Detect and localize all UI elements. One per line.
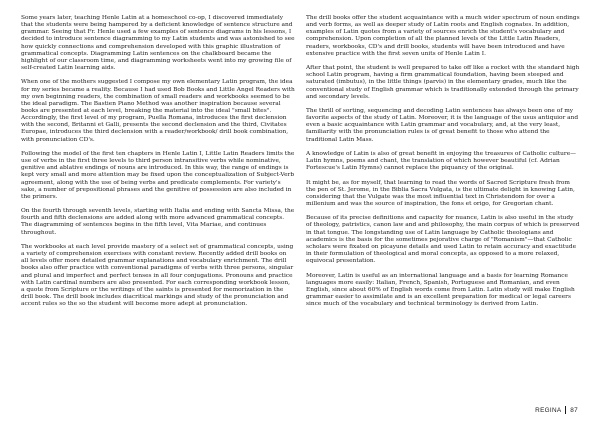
publication-name: REGINA [535, 406, 562, 414]
page-number: 87 [570, 406, 578, 414]
paragraph: The workbooks at each level provide mastery of a select set of grammatical concepts, using a variety of comprehension exercises with constant review. Recently added drill books on all levels offer more detailed grammar explanations and vocabulary enrichment. The drill books also offer practice with conventional paradigms of verbs with three persons, singular and plural and imperfect and perfect tenses in all four conjugations. Pronouns and practice with Latin cardinal numbers are also presented. For each corresponding workbook lesson, a quote from Scripture or the writings of the saints is presented for memorization in the drill book. The drill book includes diacritical markings and study of the pronunciation and accent rules so the so the student will become more adept at pronunciation. [21, 243, 294, 308]
paragraph: Following the model of the first ten chapters in Henle Latin I, Little Latin Readers limits the use of verbs in the first three levels to third person intransitive verbs while nominative, genitive and ablative endings of nouns are introduced. In this way, the range of endings is kept very small and more attention may be fixed upon the conceptualization of Subject-Verb agreement, along with the use of being verbs and predicate complements. For variety's sake, a number of prepositional phrases and the genitive of possession are also included in the primers. [21, 150, 295, 200]
paragraph: Some years later, teaching Henle Latin at a homeschool co-op, I discovered immediately that the students were being hampered by a deficient knowledge of sentence structure and grammar. Seeing that Fr. Henle used a few examples of sentence diagrams in his lessons, I decided to introduce sentence diagramming to my Latin students and was astonished to see how quickly connections and comprehension developed with this graphic illustration of grammatical concepts. Diagramming Latin sentences on the chalkboard became the highlight of our classroom time, and diagramming worksheets went into my growing file of self-created Latin learning aids. [21, 15, 295, 72]
paragraph: On the fourth through seventh levels, starting with Italia and ending with Sancta Missa, the fourth and fifth declensions are added along with more advanced grammatical concepts. The diagramming of sentences begins in the fifth level, Vita Mariae, and continues throughout. [21, 208, 295, 236]
paragraph: Because of its precise definitions and capacity for nuance, Latin is also useful in the study of theology, patristics, canon law and and philosophy, the main corpus of which is preserved in that tongue. The longstanding use of Latin language by Catholic theologians and academics is the basis for the sometimes pejorative charge of "Romanism"—that Catholic scholars were fixated on picayune details and used Latin to retain accuracy and exactitude in their formulation of theological and moral concepts, as opposed to a more relaxed, equivocal presentation. [306, 215, 580, 265]
paragraph: Moreover, Latin is useful as an international language and a basis for learning Romance languages more easily: Italian, French, Spanish, Portuguese and Romanian, and even English, since about 60% of English words come from Latin. Latin study will make English grammar easier to assimilate and is an excellent preparation for medical or legal careers since much of the vocabulary and technical terminology is derived from Latin. [306, 272, 575, 308]
paragraph: It might be, as for myself, that learning to read the words of Sacred Scripture fresh from the pen of St. Jerome, in the Biblia Sacra Vulgata, is the ultimate delight in knowing Latin, considering that the Vulgate was the most influential text in Christendom for over a millenium and was the source of inspiration, the fons et origo, for Gregorian chant. [306, 179, 575, 207]
page-footer [535, 406, 578, 414]
right-column [306, 15, 580, 315]
paragraph: When one of the mothers suggested I compose my own elementary Latin program, the idea for my series became a reality. Because I had used Bob Books and Little Angel Readers with my own beginning readers, the combination of small readers and workbooks seemed to be the ideal paradigm. The Bastien Piano Method was another inspiration because several books are presented at each level, breaking the material into the ideal "small bites". Accordingly, the first level of my program, Puella Romana, introduces the first declension with the second, Britanni et Galli, presents the second declension and the third, Civitates Europae, introduces the third declension with a reader/workbook/ drill book combination, with pronunciation CD's. [21, 79, 295, 143]
paragraph: The drill books offer the student acquaintance with a much wider spectrum of noun endings and verb forms, as well as deeper study of Latin roots and English cognates. In addition, examples of Latin quotes from a variety of sources enrich the student's vocabulary and comprehension. Upon completion of all the planned levels of the Little Latin Readers, readers, workbooks, CD's and drill books, students will have been introduced and have extensive practice with the first seven units of Henle Latin I. [306, 15, 580, 57]
paragraph: After that point, the student is well prepared to take off like a rocket with the standard high school Latin program, having a firm grammatical foundation, having been steeped and saturated (imbutus), in the little things (parvis) in the elementary grades, much like the conventional study of English grammar which is traditionally extended through the primary and secondary levels. [306, 65, 580, 100]
paragraph: A knowledge of Latin is also of great benefit in enjoying the treasures of Catholic culture—Latin hymns, poems and chant, the translation of which however beautiful (cf. Adrian Fortescue's Latin Hymns) cannot replace the piquancy of the original. [306, 150, 577, 172]
footer-divider [565, 406, 566, 414]
paragraph: The thrill of sorting, sequencing and decoding Latin sentences has always been one of my favorite aspects of the study of Latin. Moreover, it is the language of the usus antiquior and even a basic acquaintance with Latin grammar and vocabulary, and, at the very least, familiarity with the pronunciation rules is of great benefit to those who attend the traditional Latin Mass. [306, 108, 579, 143]
left-column [21, 15, 295, 315]
text-columns [21, 15, 580, 315]
